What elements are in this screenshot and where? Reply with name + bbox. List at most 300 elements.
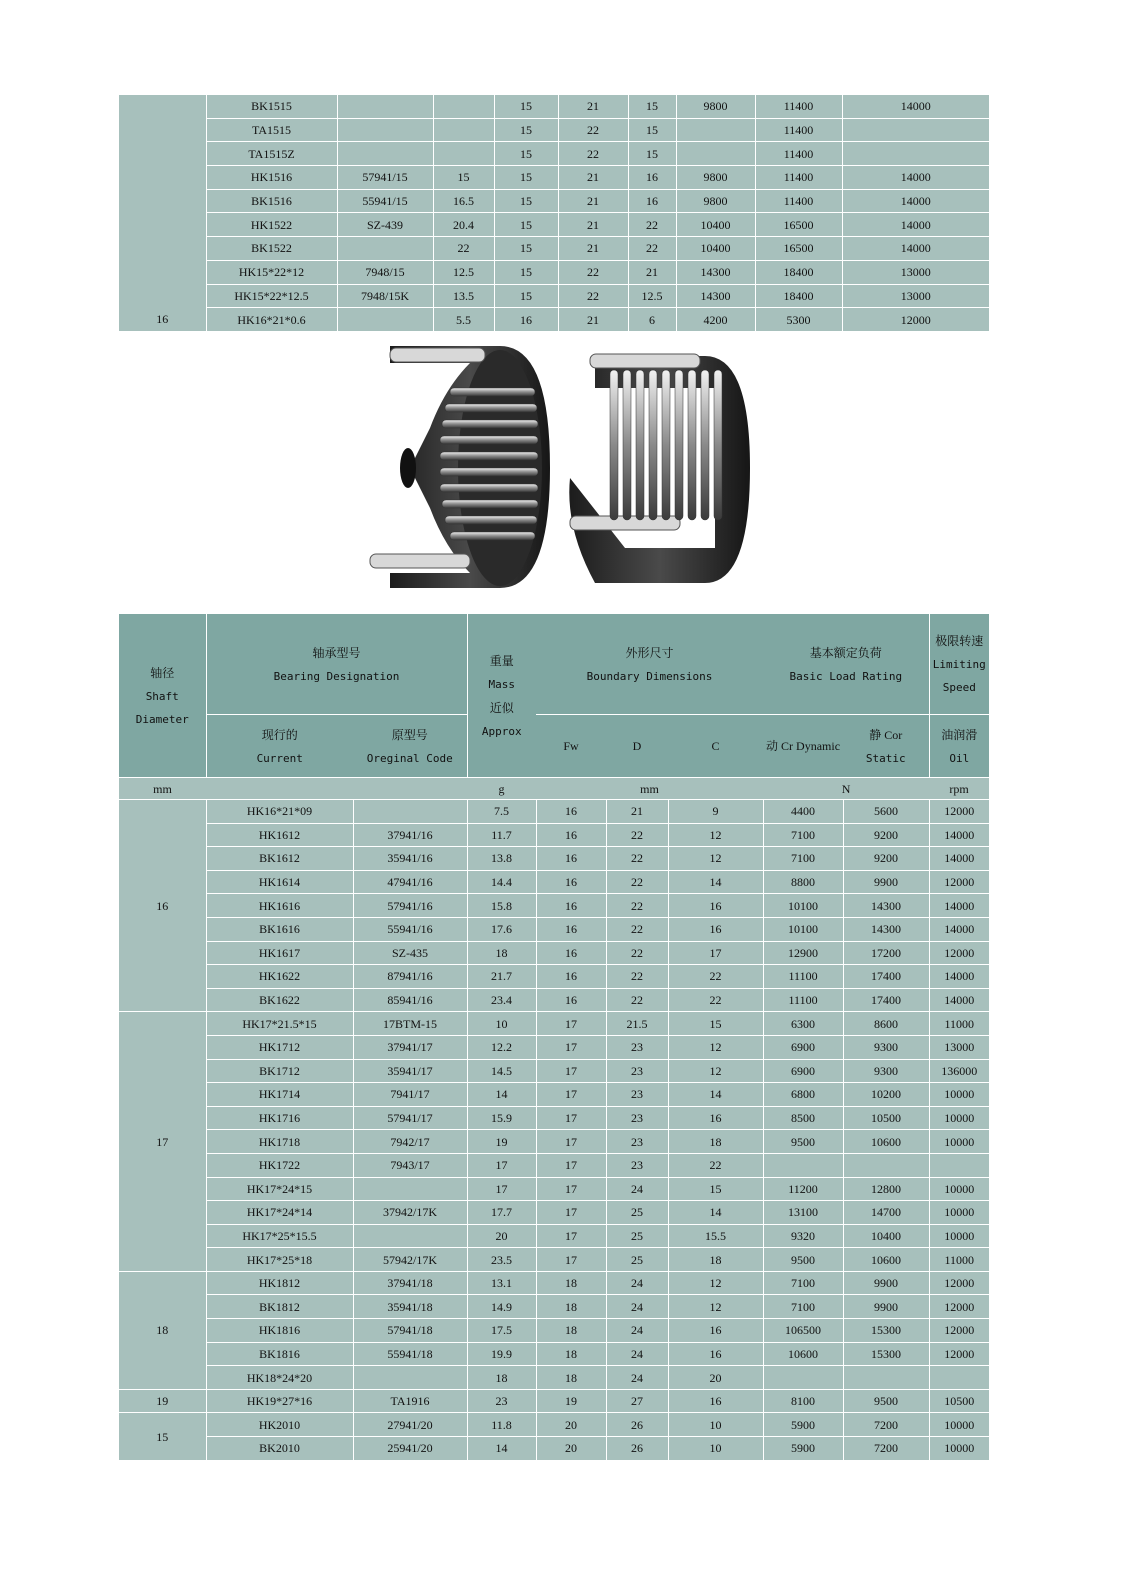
c-cell: 9 [668, 800, 763, 824]
shaft-cell: 17 [119, 1012, 206, 1272]
speed-cell: 14000 [929, 823, 989, 847]
speed-cell: 14000 [929, 894, 989, 918]
shaft-cell [119, 189, 206, 213]
dynamic-load-cell: 14300 [676, 260, 755, 284]
original-code-cell [337, 118, 433, 142]
static-load-cell: 17200 [843, 941, 929, 965]
mass-header [467, 614, 536, 778]
mass-cell: 20.4 [433, 213, 494, 237]
designation-cell: HK1722 [206, 1153, 353, 1177]
fw-cell: 15 [494, 213, 558, 237]
table-row [119, 1012, 989, 1036]
static-load-cell: 5300 [755, 308, 842, 331]
mass-cell: 12.5 [433, 260, 494, 284]
mass-cell: 14 [467, 1083, 536, 1107]
mass-cell: 19 [467, 1130, 536, 1154]
shaft-header [119, 614, 206, 778]
table-row [119, 1413, 989, 1437]
fw-cell: 17 [536, 1012, 606, 1036]
original-code-cell [353, 800, 467, 824]
speed-cell: 10000 [929, 1130, 989, 1154]
load-header [763, 614, 929, 715]
d-header: D [606, 715, 668, 778]
c-cell: 12 [668, 823, 763, 847]
original-code-cell: 35941/16 [353, 847, 467, 871]
mass-header-approx-en: Approx [481, 724, 522, 738]
static-load-cell: 10400 [843, 1224, 929, 1248]
designation-header [206, 614, 467, 715]
speed-header [929, 614, 989, 715]
original-code-cell: SZ-435 [353, 941, 467, 965]
designation-cell: BK2010 [206, 1437, 353, 1461]
unit-load: N [763, 778, 929, 800]
shaft-cell [119, 118, 206, 142]
static-load-cell: 5600 [843, 800, 929, 824]
mass-cell: 13.8 [467, 847, 536, 871]
dynamic-load-cell: 11100 [763, 965, 843, 989]
c-cell: 15 [628, 118, 676, 142]
shaft-cell: 19 [119, 1389, 206, 1413]
unit-shaft: mm [119, 778, 206, 800]
speed-cell: 10000 [929, 1177, 989, 1201]
d-cell: 22 [606, 941, 668, 965]
unit-mass: g [467, 778, 536, 800]
original-code-cell: TA1916 [353, 1389, 467, 1413]
mass-cell: 17 [467, 1153, 536, 1177]
designation-cell: HK1614 [206, 870, 353, 894]
dynamic-load-cell: 4400 [763, 800, 843, 824]
designation-cell: HK15*22*12.5 [206, 284, 337, 308]
fw-cell: 16 [494, 308, 558, 331]
table-row [119, 213, 989, 237]
d-cell: 21 [558, 166, 628, 190]
table-row [119, 1437, 989, 1461]
needle-bearing-photo [350, 338, 770, 600]
speed-cell: 10000 [929, 1201, 989, 1225]
speed-cell [842, 118, 989, 142]
shaft-cell: 15 [119, 1413, 206, 1460]
original-code-cell: 55941/15 [337, 189, 433, 213]
fw-cell: 16 [536, 917, 606, 941]
static-header [843, 715, 929, 778]
d-cell: 25 [606, 1224, 668, 1248]
original-code-cell: 37941/17 [353, 1035, 467, 1059]
mass-cell [433, 95, 494, 118]
static-load-cell: 9200 [843, 847, 929, 871]
dynamic-load-cell: 10600 [763, 1342, 843, 1366]
d-cell: 22 [558, 142, 628, 166]
c-cell: 16 [668, 917, 763, 941]
c-cell: 22 [668, 988, 763, 1012]
static-load-cell: 11400 [755, 166, 842, 190]
mass-header-approx-cn: 近似 [489, 700, 514, 715]
table-row [119, 1106, 989, 1130]
fw-cell: 17 [536, 1248, 606, 1272]
dynamic-load-cell: 13100 [763, 1201, 843, 1225]
fw-cell: 15 [494, 95, 558, 118]
designation-cell: HK1816 [206, 1319, 353, 1343]
mass-cell: 23.5 [467, 1248, 536, 1272]
c-cell: 16 [668, 1389, 763, 1413]
table-row [119, 284, 989, 308]
speed-cell: 12000 [929, 1271, 989, 1295]
fw-cell: 15 [494, 142, 558, 166]
table-row [119, 1271, 989, 1295]
fw-cell: 18 [536, 1366, 606, 1390]
d-cell: 23 [606, 1059, 668, 1083]
dynamic-load-cell: 6300 [763, 1012, 843, 1036]
shaft-cell: 16 [119, 800, 206, 1012]
dynamic-header: 动 Cr Dynamic [763, 715, 843, 778]
static-load-cell: 9200 [843, 823, 929, 847]
mass-cell: 17.5 [467, 1319, 536, 1343]
d-cell: 25 [606, 1248, 668, 1272]
original-code-cell [353, 1224, 467, 1248]
static-load-cell: 14300 [843, 917, 929, 941]
dynamic-load-cell: 9500 [763, 1248, 843, 1272]
designation-cell: HK17*25*15.5 [206, 1224, 353, 1248]
table-row [119, 894, 989, 918]
original-code-cell [337, 237, 433, 261]
speed-cell: 10000 [929, 1083, 989, 1107]
fw-cell: 17 [536, 1153, 606, 1177]
speed-cell: 11000 [929, 1012, 989, 1036]
c-cell: 10 [668, 1413, 763, 1437]
d-cell: 22 [606, 823, 668, 847]
designation-cell: HK1712 [206, 1035, 353, 1059]
mass-cell: 13.5 [433, 284, 494, 308]
table-row [119, 1035, 989, 1059]
designation-cell: HK17*21.5*15 [206, 1012, 353, 1036]
speed-cell: 10000 [929, 1413, 989, 1437]
c-cell: 6 [628, 308, 676, 331]
unit-speed: rpm [929, 778, 989, 800]
table-row [119, 1295, 989, 1319]
designation-cell: BK1622 [206, 988, 353, 1012]
c-cell: 14 [668, 1083, 763, 1107]
dynamic-load-cell: 5900 [763, 1413, 843, 1437]
original-code-cell: 37941/16 [353, 823, 467, 847]
original-code-cell [353, 1177, 467, 1201]
dynamic-load-cell: 10100 [763, 917, 843, 941]
original-code-cell: 55941/16 [353, 917, 467, 941]
speed-cell: 13000 [842, 260, 989, 284]
shaft-cell: 18 [119, 1271, 206, 1389]
speed-cell: 10000 [929, 1106, 989, 1130]
dynamic-load-cell [763, 1366, 843, 1390]
table-row [119, 1248, 989, 1272]
mass-cell: 10 [467, 1012, 536, 1036]
static-load-cell: 10600 [843, 1248, 929, 1272]
table-row [119, 1177, 989, 1201]
fw-cell: 17 [536, 1224, 606, 1248]
designation-cell: TA1515Z [206, 142, 337, 166]
static-load-cell: 18400 [755, 260, 842, 284]
designation-cell: HK1714 [206, 1083, 353, 1107]
dims-header-cn: 外形尺寸 [625, 645, 674, 660]
d-cell: 23 [606, 1153, 668, 1177]
c-cell: 16 [628, 166, 676, 190]
speed-cell: 10000 [929, 1224, 989, 1248]
c-cell: 16 [668, 894, 763, 918]
table-row [119, 1319, 989, 1343]
designation-cell: HK16*21*0.6 [206, 308, 337, 331]
original-code-cell: 7943/17 [353, 1153, 467, 1177]
d-cell: 22 [606, 894, 668, 918]
table-row [119, 260, 989, 284]
dynamic-load-cell: 6800 [763, 1083, 843, 1107]
d-cell: 27 [606, 1389, 668, 1413]
fw-cell: 15 [494, 118, 558, 142]
original-code-cell: 55941/18 [353, 1342, 467, 1366]
d-cell: 22 [558, 118, 628, 142]
mass-cell: 5.5 [433, 308, 494, 331]
static-load-cell: 11400 [755, 95, 842, 118]
d-cell: 26 [606, 1413, 668, 1437]
d-cell: 21 [558, 95, 628, 118]
original-code-cell [337, 95, 433, 118]
speed-cell: 14000 [842, 189, 989, 213]
c-header: C [668, 715, 763, 778]
fw-cell: 17 [536, 1083, 606, 1107]
designation-cell: BK1712 [206, 1059, 353, 1083]
speed-cell: 14000 [929, 965, 989, 989]
table-row [119, 95, 989, 118]
static-header-en: Static [865, 751, 906, 765]
mass-cell: 14 [467, 1437, 536, 1461]
original-code-cell: 85941/16 [353, 988, 467, 1012]
speed-cell: 12000 [929, 800, 989, 824]
c-cell: 16 [668, 1319, 763, 1343]
speed-cell [929, 1366, 989, 1390]
mass-header-en: Mass [488, 677, 515, 691]
dims-header [536, 614, 763, 715]
fw-cell: 20 [536, 1437, 606, 1461]
table-row [119, 941, 989, 965]
speed-cell: 11000 [929, 1248, 989, 1272]
d-cell: 24 [606, 1295, 668, 1319]
shaft-cell [119, 213, 206, 237]
current-header [206, 715, 353, 778]
d-cell: 22 [606, 965, 668, 989]
mass-cell: 17 [467, 1177, 536, 1201]
mass-cell: 12.2 [467, 1035, 536, 1059]
speed-cell: 13000 [929, 1035, 989, 1059]
static-load-cell: 10600 [843, 1130, 929, 1154]
current-header-cn: 现行的 [261, 727, 298, 742]
mass-cell: 19.9 [467, 1342, 536, 1366]
static-load-cell: 11400 [755, 189, 842, 213]
designation-cell: HK15*22*12 [206, 260, 337, 284]
d-cell: 21 [558, 189, 628, 213]
d-cell: 26 [606, 1437, 668, 1461]
mass-cell: 18 [467, 941, 536, 965]
mass-cell: 18 [467, 1366, 536, 1390]
original-code-cell: 57941/17 [353, 1106, 467, 1130]
designation-cell: BK1515 [206, 95, 337, 118]
d-cell: 22 [558, 284, 628, 308]
designation-cell: TA1515 [206, 118, 337, 142]
mass-cell: 17.7 [467, 1201, 536, 1225]
d-cell: 24 [606, 1177, 668, 1201]
table-row [119, 1130, 989, 1154]
shaft-header-cn: 轴径 [150, 665, 175, 680]
fw-cell: 17 [536, 1035, 606, 1059]
original-header-cn: 原型号 [391, 727, 428, 742]
static-load-cell: 16500 [755, 213, 842, 237]
fw-cell: 19 [536, 1389, 606, 1413]
fw-cell: 16 [536, 800, 606, 824]
designation-cell: HK1622 [206, 965, 353, 989]
fw-cell: 17 [536, 1130, 606, 1154]
c-cell: 20 [668, 1366, 763, 1390]
original-code-cell: 47941/16 [353, 870, 467, 894]
dynamic-load-cell: 9500 [763, 1130, 843, 1154]
speed-cell [929, 1153, 989, 1177]
table-row [119, 800, 989, 824]
designation-cell: HK1516 [206, 166, 337, 190]
dynamic-load-cell: 4200 [676, 308, 755, 331]
designation-cell: HK1716 [206, 1106, 353, 1130]
dynamic-load-cell: 10100 [763, 894, 843, 918]
static-load-cell: 17400 [843, 988, 929, 1012]
d-cell: 23 [606, 1106, 668, 1130]
designation-cell: BK1616 [206, 917, 353, 941]
table-row [119, 1389, 989, 1413]
original-code-cell [337, 308, 433, 331]
fw-cell: 15 [494, 284, 558, 308]
dynamic-load-cell: 6900 [763, 1035, 843, 1059]
original-code-cell: 57941/15 [337, 166, 433, 190]
original-code-cell: 57941/16 [353, 894, 467, 918]
original-code-cell [337, 142, 433, 166]
fw-cell: 15 [494, 189, 558, 213]
dynamic-load-cell: 8500 [763, 1106, 843, 1130]
oil-header [929, 715, 989, 778]
c-cell: 15 [668, 1012, 763, 1036]
designation-cell: HK17*25*18 [206, 1248, 353, 1272]
shaft-header-en2: Diameter [135, 712, 189, 726]
static-load-cell: 14700 [843, 1201, 929, 1225]
c-cell: 21 [628, 260, 676, 284]
mass-cell: 22 [433, 237, 494, 261]
designation-cell: HK1522 [206, 213, 337, 237]
table-row [119, 965, 989, 989]
static-load-cell: 15300 [843, 1319, 929, 1343]
designation-cell: BK1816 [206, 1342, 353, 1366]
designation-cell: HK17*24*14 [206, 1201, 353, 1225]
dynamic-load-cell [676, 118, 755, 142]
static-load-cell: 9900 [843, 1271, 929, 1295]
mass-cell: 11.7 [467, 823, 536, 847]
dynamic-load-cell: 6900 [763, 1059, 843, 1083]
original-code-cell: 57941/18 [353, 1319, 467, 1343]
mass-cell: 23.4 [467, 988, 536, 1012]
bearing-right [569, 354, 750, 583]
c-cell: 22 [628, 237, 676, 261]
fw-cell: 17 [536, 1177, 606, 1201]
static-load-cell: 7200 [843, 1413, 929, 1437]
table-row [119, 823, 989, 847]
designation-header-en: Bearing Designation [273, 669, 400, 683]
original-code-cell: 57942/17K [353, 1248, 467, 1272]
mass-cell: 11.8 [467, 1413, 536, 1437]
designation-cell: HK2010 [206, 1413, 353, 1437]
c-cell: 18 [668, 1248, 763, 1272]
speed-cell: 12000 [842, 308, 989, 331]
designation-cell: BK1522 [206, 237, 337, 261]
dynamic-load-cell: 11200 [763, 1177, 843, 1201]
d-cell: 22 [606, 870, 668, 894]
c-cell: 16 [668, 1106, 763, 1130]
table-row [119, 1342, 989, 1366]
c-cell: 12.5 [628, 284, 676, 308]
mass-cell: 15.8 [467, 894, 536, 918]
fw-cell: 18 [536, 1319, 606, 1343]
dynamic-load-cell: 8800 [763, 870, 843, 894]
fw-cell: 15 [494, 237, 558, 261]
original-code-cell: 35941/17 [353, 1059, 467, 1083]
mass-cell: 20 [467, 1224, 536, 1248]
dynamic-load-cell: 5900 [763, 1437, 843, 1461]
designation-cell: HK1612 [206, 823, 353, 847]
dynamic-load-cell: 9800 [676, 189, 755, 213]
c-cell: 15.5 [668, 1224, 763, 1248]
speed-cell: 12000 [929, 1342, 989, 1366]
c-cell: 22 [668, 1153, 763, 1177]
static-load-cell: 9500 [843, 1389, 929, 1413]
shaft-cell [119, 237, 206, 261]
unit-blank [206, 778, 467, 800]
d-cell: 22 [558, 260, 628, 284]
designation-cell: BK1812 [206, 1295, 353, 1319]
designation-header-cn: 轴承型号 [312, 645, 361, 660]
designation-cell: HK16*21*09 [206, 800, 353, 824]
static-load-cell: 9900 [843, 870, 929, 894]
original-code-cell: 7948/15 [337, 260, 433, 284]
designation-cell: HK18*24*20 [206, 1366, 353, 1390]
static-load-cell: 17400 [843, 965, 929, 989]
table-row [119, 189, 989, 213]
fw-cell: 20 [536, 1413, 606, 1437]
dynamic-load-cell: 12900 [763, 941, 843, 965]
d-cell: 21 [558, 237, 628, 261]
original-code-cell: 37941/18 [353, 1271, 467, 1295]
mass-cell: 21.7 [467, 965, 536, 989]
load-header-en: Basic Load Rating [789, 669, 903, 683]
fw-cell: 16 [536, 965, 606, 989]
c-cell: 15 [628, 142, 676, 166]
speed-cell: 12000 [929, 870, 989, 894]
speed-cell: 14000 [929, 988, 989, 1012]
static-header-cn: 静 Cor [869, 727, 903, 742]
top-bearing-table [119, 95, 989, 331]
original-header [353, 715, 467, 778]
static-load-cell [843, 1366, 929, 1390]
original-code-cell: 37942/17K [353, 1201, 467, 1225]
table-row [119, 1366, 989, 1390]
fw-header: Fw [536, 715, 606, 778]
dynamic-load-cell: 106500 [763, 1319, 843, 1343]
speed-cell: 12000 [929, 1295, 989, 1319]
fw-cell: 16 [536, 847, 606, 871]
d-cell: 23 [606, 1035, 668, 1059]
static-load-cell: 11400 [755, 118, 842, 142]
shaft-cell [119, 260, 206, 284]
speed-cell: 14000 [842, 166, 989, 190]
dynamic-load-cell: 9800 [676, 95, 755, 118]
dynamic-load-cell: 9320 [763, 1224, 843, 1248]
